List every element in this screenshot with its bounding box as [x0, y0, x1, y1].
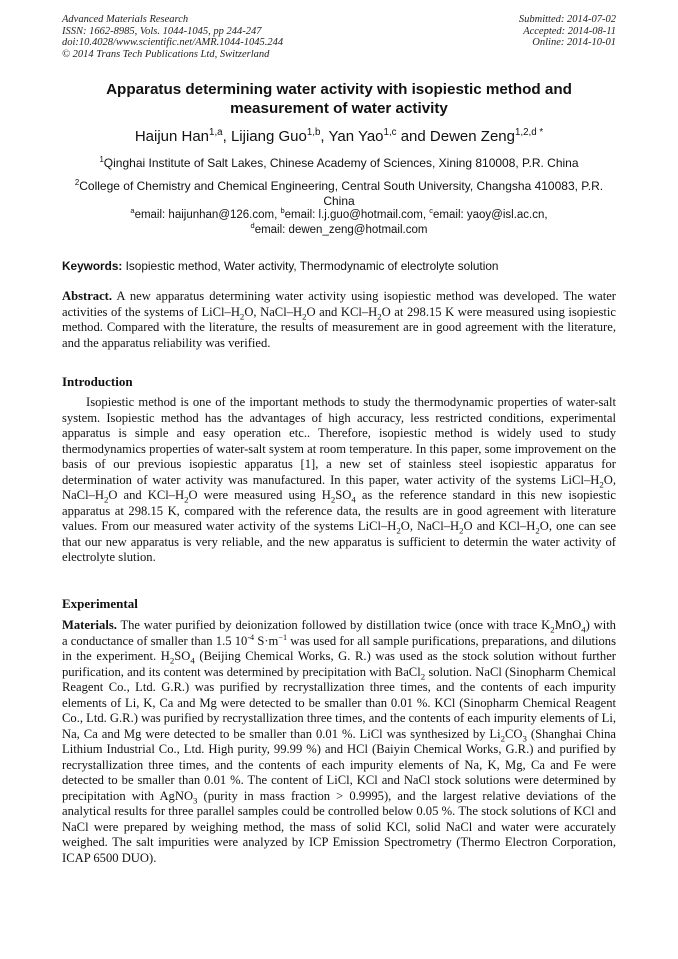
author-name: Yan Yao — [328, 128, 384, 145]
superscript: -4 — [247, 632, 255, 642]
author-list — [62, 127, 616, 147]
paragraph-text: CO — [505, 726, 523, 741]
subscript: 2 — [302, 311, 307, 322]
author-name: Dewen Zeng — [429, 128, 515, 145]
paragraph-text: SO — [335, 488, 352, 502]
email-a[interactable]: email: haijunhan@126.com, — [134, 209, 281, 221]
email-line-2 — [62, 220, 616, 238]
abstract-text: O and KCl–H — [306, 304, 378, 319]
subscript: 2 — [330, 494, 336, 505]
paragraph-text: Isopiestic method is one of the important methods to study the thermodynamic properties of water-salt system. Isopiestic method has the advantages of high accuracy, less restricted conditions, experimental apparatus is simple and easy operation etc.. Therefore, isopiestic method is widely used to study thermodynamics properties of water-salt system at room temperature. In this paper, some improvement on the basis of our previous isopiestic apparatus [1], a new set of stainless steel isopiestic apparatus for determination of water activity was manufactured. In this paper, water activity of the systems LiCl–H — [62, 395, 616, 487]
paragraph-text: O and KCl–H — [463, 519, 536, 533]
author-affiliation-marker: 1,2,d * — [514, 127, 544, 138]
author-affiliation-marker: 1,c — [383, 127, 397, 138]
affiliation-1 — [62, 156, 616, 171]
author-affiliation-marker: 1,a — [209, 127, 223, 138]
copyright-line: © 2014 Trans Tech Publications Ltd, Switzerland — [62, 48, 270, 60]
paragraph-text: S·m — [254, 633, 279, 648]
experimental-heading: Experimental — [62, 596, 138, 611]
author-emails — [62, 208, 616, 237]
paragraph-text: as the reference standard in this new isopiestic apparatus at 298.15 K, compared with the reference data, the results are in good agreement with literature values. From our measured water activity of the systems LiCl–H — [62, 488, 616, 533]
subscript: 2 — [396, 525, 401, 536]
subscript: 2 — [500, 733, 506, 744]
paragraph-text: solution. NaCl (Sinopharm Chemical Reagent Co., Ltd. G.R.) was purified by recrystallization three times, and the contents of each impurity elements of Li, K, Ca and Mg were detected to be smaller than 0.01 %. KCl (Sinopharm Chemical Reagent Co., Ltd. G.R.) was purified by recrystallization three times, and the contents of each impurity elements of Li, Na, Ca and Mg were detected to be smaller than 0.01 %. LiCl was synthesized by Li — [62, 664, 616, 741]
paragraph-text: (Beijing Chemical Works, G. R.) was used as the stock solution without further purification, and its content was determined by precipitation with BaCl — [62, 649, 616, 679]
introduction-paragraph — [62, 395, 616, 566]
paragraph-text: O, one can see that our new apparatus is very reliable, and the new apparatus is sufficient to determin the water activity of electrolyte slution. — [62, 519, 617, 564]
introduction-heading: Introduction — [62, 374, 133, 389]
affiliation-text: College of Chemistry and Chemical Engineering, Central South University, Changsha 410083, P.R. China — [79, 179, 604, 208]
author-name: Lijiang Guo — [230, 128, 307, 145]
email-marker: b — [280, 206, 285, 216]
subscript: 2 — [169, 655, 175, 666]
publication-dates — [519, 14, 616, 49]
abstract-text: A new apparatus determining water activity using isopiestic method was developed. The water activities of the systems of LiCl–H — [62, 289, 616, 319]
paragraph-text: (purity in mass fraction > 0.9995), and the largest relative deviations of the analytical results for three parallel samples could be controlled below 0.05 %. The stock solutions of KCl and NaCl were prepared by weighing method, the mass of solid KCl, solid NaCl and water were accurately weighed. The salt impurities were analyzed by ICP Emission Spectrometry (Thermo Electron Corporation, ICAP 6500 DUO). — [62, 788, 617, 865]
email-b[interactable]: email: l.j.guo@hotmail.com, — [284, 209, 430, 221]
issn-line: ISSN: 1662-8985, Vols. 1044-1045, pp 244-247 — [62, 25, 262, 37]
author-separator: , — [222, 128, 231, 145]
subscript: 4 — [581, 624, 586, 635]
accepted-date: Accepted: 2014-08-11 — [523, 25, 616, 37]
abstract-text: O at 298.15 K were measured using isopiestic method. Compared with the literature, the results of measurement are in good agreement with the literature, and the apparatus reliability was verified. — [62, 304, 616, 350]
abstract — [62, 289, 616, 351]
title-line-2: measurement of water activity — [230, 100, 448, 117]
author-name: Haijun Han — [134, 128, 210, 145]
paragraph-text: (Shanghai China Lithium Industrial Co., Ltd. High purity, 99.99 %) and HCl (Baiyin Chemical Works, G.R.) and purified by recrystallization three times, and the contents of each impurity elements of Na, K, Mg, Ca and Fe were detected to be smaller than 0.01 %. The content of LiCl, KCl and NaCl stock solutions were determined by precipitation with AgNO — [62, 726, 616, 803]
affiliation-marker: 2 — [74, 178, 80, 187]
paragraph-text: O and KCl–H — [108, 488, 185, 502]
subscript: 2 — [550, 624, 555, 635]
subscript: 3 — [522, 733, 527, 744]
abstract-text: O, NaCl–H — [244, 304, 303, 319]
subscript: 2 — [535, 525, 540, 536]
abstract-label: Abstract. — [62, 289, 113, 303]
title-line-1: Apparatus determining water activity with isopiestic method and — [106, 81, 572, 98]
email-d[interactable]: email: dewen_zeng@hotmail.com — [254, 223, 428, 236]
email-c[interactable]: email: yaoy@isl.ac.cn, — [433, 209, 548, 221]
paragraph-text: O, NaCl–H — [62, 472, 616, 502]
keywords-label: Keywords: — [62, 259, 123, 273]
paragraph-text: The water purified by deionization followed by distillation twice (once with trace K — [116, 618, 551, 632]
journal-info — [62, 14, 283, 60]
subscript: 2 — [103, 494, 109, 505]
subscript: 2 — [599, 479, 604, 490]
materials-paragraph — [62, 618, 616, 866]
journal-name: Advanced Materials Research — [62, 14, 189, 25]
superscript: −1 — [278, 632, 288, 642]
affiliation-marker: 1 — [99, 155, 104, 164]
subscript: 2 — [420, 671, 426, 682]
author-separator: and — [396, 128, 430, 145]
subscript: 2 — [184, 494, 189, 505]
paragraph-text: O were measured using H — [188, 488, 331, 502]
submitted-date: Submitted: 2014-07-02 — [518, 14, 616, 25]
affiliation-text: Qinghai Institute of Salt Lakes, Chinese Academy of Sciences, Xining 810008, P.R. China — [103, 156, 579, 170]
online-date: Online: 2014-10-01 — [532, 37, 616, 48]
materials-label: Materials. — [62, 618, 117, 632]
subscript: 3 — [193, 795, 198, 806]
subscript: 2 — [239, 311, 245, 322]
affiliation-2 — [62, 179, 616, 208]
email-marker: c — [429, 206, 434, 216]
paragraph-text: MnO — [554, 618, 582, 632]
paper-title — [62, 80, 616, 118]
author-separator: , — [320, 128, 329, 145]
paragraph-text: O, NaCl–H — [400, 519, 460, 533]
subscript: 4 — [351, 494, 356, 505]
email-marker: a — [130, 206, 135, 216]
email-line-1 — [62, 208, 616, 223]
paragraph-text: SO — [174, 649, 191, 663]
paragraph-text: was used for all sample purifications, preparations, and dilutions in the experiment. H — [62, 633, 616, 663]
doi-line[interactable]: doi:10.4028/www.scientific.net/AMR.1044-1045.244 — [62, 37, 284, 48]
paragraph-text: ) with a conductance of smaller than 1.5 10 — [62, 618, 616, 648]
keywords-text: Isopiestic method, Water activity, Thermodynamic of electrolyte solution — [122, 259, 499, 273]
subscript: 2 — [459, 525, 464, 536]
subscript: 4 — [190, 655, 195, 666]
subscript: 2 — [377, 311, 382, 322]
author-affiliation-marker: 1,b — [306, 127, 321, 138]
keywords — [62, 259, 616, 274]
email-marker: d — [250, 220, 255, 230]
